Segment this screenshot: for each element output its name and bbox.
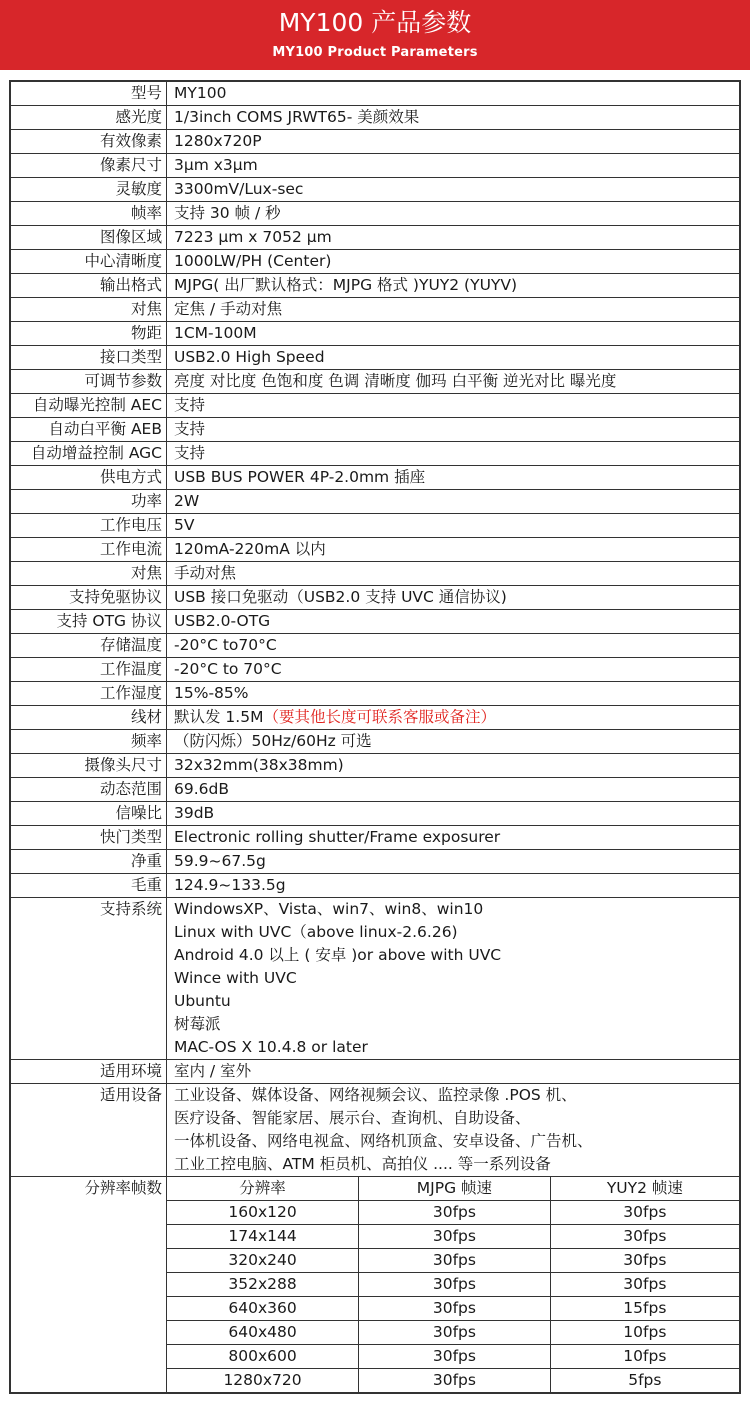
spec-value-text: 32x32mm(38x38mm) (174, 756, 344, 774)
resolution-data-row (167, 1369, 739, 1393)
spec-row (11, 201, 739, 225)
spec-value (167, 850, 739, 873)
spec-row (11, 489, 739, 513)
spec-row (11, 273, 739, 297)
spec-value (167, 298, 739, 321)
spec-label: 有效像素 (11, 130, 167, 153)
spec-value-text: 2W (174, 492, 200, 510)
spec-value (167, 610, 739, 633)
spec-value (167, 274, 739, 297)
resolution-cell: 30fps (359, 1249, 551, 1273)
spec-value-text: 7223 μm x 7052 μm (174, 228, 332, 246)
spec-row (11, 225, 739, 249)
spec-value (167, 778, 739, 801)
spec-value (167, 1084, 739, 1176)
spec-row (11, 873, 739, 897)
resolution-cell: 10fps (550, 1345, 739, 1369)
spec-row (11, 393, 739, 417)
resolution-data-row (167, 1201, 739, 1225)
spec-value-text: 69.6dB (174, 780, 229, 798)
spec-row (11, 681, 739, 705)
resolution-row (11, 1176, 739, 1392)
spec-row (11, 657, 739, 681)
resolution-cell: 1280x720 (223, 1371, 302, 1389)
spec-row (11, 1083, 739, 1176)
spec-label: 对焦 (11, 298, 167, 321)
spec-label: 支持免驱协议 (11, 586, 167, 609)
spec-label: 中心清晰度 (11, 250, 167, 273)
resolution-header-cell: MJPG 帧速 (359, 1177, 551, 1201)
spec-row (11, 825, 739, 849)
spec-row (11, 105, 739, 129)
spec-label: 自动白平衡 AEB (11, 418, 167, 441)
spec-value (167, 178, 739, 201)
spec-label: 毛重 (11, 874, 167, 897)
resolution-cell: 10fps (550, 1321, 739, 1345)
spec-value (167, 898, 739, 1059)
resolution-cell: 640x360 (167, 1297, 359, 1321)
spec-value-text: 定焦 / 手动对焦 (174, 300, 283, 318)
spec-value-text: USB2.0-OTG (174, 612, 271, 630)
spec-row (11, 633, 739, 657)
spec-value-line: Android 4.0 以上 ( 安卓 )or above with UVC (174, 946, 502, 964)
resolution-cell: 352x288 (167, 1273, 359, 1297)
spec-value (167, 634, 739, 657)
spec-value-text: 支持 (174, 444, 206, 462)
spec-label: 自动曝光控制 AEC (11, 394, 167, 417)
spec-value-line: Wince with UVC (174, 969, 297, 987)
spec-value (167, 202, 739, 225)
resolution-cell: 30fps (359, 1345, 551, 1369)
spec-value-text: 室内 / 室外 (174, 1062, 252, 1080)
spec-value-line: 一体机设备、网络电视盒、网络机顶盒、安卓设备、广告机、 (174, 1132, 593, 1150)
spec-value (167, 490, 739, 513)
spec-value-text: 默认发 1.5M (174, 708, 264, 726)
spec-label: 信噪比 (11, 802, 167, 825)
spec-row (11, 585, 739, 609)
spec-value (167, 802, 739, 825)
spec-row (11, 849, 739, 873)
resolution-cell: 800x600 (167, 1345, 359, 1369)
spec-row (11, 465, 739, 489)
spec-row (11, 249, 739, 273)
spec-value-text: 1280x720P (174, 132, 262, 150)
spec-table (9, 80, 741, 1394)
spec-value (167, 106, 739, 129)
spec-label: 可调节参数 (11, 370, 167, 393)
page-subtitle: MY100 Product Parameters (272, 45, 478, 60)
spec-value-text: 124.9~133.5g (174, 876, 286, 894)
spec-row (11, 513, 739, 537)
resolution-cell: 30fps (550, 1225, 739, 1249)
spec-value-text: 1000LW/PH (Center) (174, 252, 332, 270)
spec-value (167, 1060, 739, 1083)
spec-value (167, 130, 739, 153)
spec-row (11, 801, 739, 825)
resolution-data-row (167, 1345, 739, 1369)
spec-label: 帧率 (11, 202, 167, 225)
spec-value (167, 658, 739, 681)
spec-value (167, 730, 739, 753)
spec-value-text: 支持 30 帧 / 秒 (174, 204, 281, 222)
spec-label: 型号 (11, 82, 167, 105)
spec-label: 像素尺寸 (11, 154, 167, 177)
resolution-cell: 30fps (550, 1273, 739, 1297)
spec-value-line: 树莓派 (174, 1015, 221, 1033)
resolution-cell: 15fps (550, 1297, 739, 1321)
resolution-cell: 30fps (359, 1321, 551, 1345)
spec-value (167, 706, 739, 729)
resolution-data-row (167, 1321, 739, 1345)
resolution-cell: 30fps (359, 1201, 551, 1225)
spec-value-line: 医疗设备、智能家居、展示台、查询机、自助设备、 (174, 1109, 531, 1127)
resolution-cell: 320x240 (167, 1249, 359, 1273)
spec-value (167, 754, 739, 777)
spec-label: 功率 (11, 490, 167, 513)
spec-label: 接口类型 (11, 346, 167, 369)
spec-label: 对焦 (11, 562, 167, 585)
resolution-data-row (167, 1225, 739, 1249)
spec-row (11, 1059, 739, 1083)
spec-value-text: 手动对焦 (174, 564, 237, 582)
resolution-label: 分辨率帧数 (11, 1177, 167, 1392)
spec-label: 自动增益控制 AGC (11, 442, 167, 465)
spec-value (167, 538, 739, 561)
resolution-cell: 30fps (359, 1369, 551, 1393)
spec-value (167, 874, 739, 897)
resolution-header-cell: YUY2 帧速 (550, 1177, 739, 1201)
spec-value-text: 支持 (174, 396, 206, 414)
resolution-cell: 30fps (550, 1201, 739, 1225)
resolution-data-row (167, 1273, 739, 1297)
spec-value-text: 15%-85% (174, 684, 249, 702)
spec-label: 灵敏度 (11, 178, 167, 201)
spec-value-text: 59.9~67.5g (174, 852, 266, 870)
spec-value-text: 支持 (174, 420, 206, 438)
resolution-data-row (167, 1249, 739, 1273)
resolution-cell: 30fps (359, 1273, 551, 1297)
spec-value (167, 466, 739, 489)
spec-value (167, 682, 739, 705)
spec-value-text: USB 接口免驱动（USB2.0 支持 UVC 通信协议) (174, 588, 507, 606)
resolution-header-cell: 分辨率 (167, 1177, 359, 1201)
spec-value-note: （要其他长度可联系客服或备注） (263, 708, 496, 726)
spec-label: 摄像头尺寸 (11, 754, 167, 777)
spec-value-text: 1CM-100M (174, 324, 257, 342)
spec-row (11, 561, 739, 585)
spec-label: 工作温度 (11, 658, 167, 681)
spec-value-text: 3300mV/Lux-sec (174, 180, 304, 198)
resolution-data-row (167, 1297, 739, 1321)
spec-label: 图像区域 (11, 226, 167, 249)
spec-value (167, 82, 739, 105)
spec-label: 物距 (11, 322, 167, 345)
spec-row (11, 177, 739, 201)
spec-value (167, 322, 739, 345)
spec-value-text: USB2.0 High Speed (174, 348, 325, 366)
resolution-cell: 30fps (359, 1225, 551, 1249)
spec-label: 工作电流 (11, 538, 167, 561)
spec-value (167, 826, 739, 849)
spec-row (11, 609, 739, 633)
spec-row (11, 753, 739, 777)
spec-value-text: -20°C to70°C (174, 636, 277, 654)
spec-label: 存储温度 (11, 634, 167, 657)
spec-value-text: 3μm x3μm (174, 156, 258, 174)
spec-value-line: 工业工控电脑、ATM 柜员机、高拍仪 .... 等一系列设备 (174, 1155, 551, 1173)
spec-value (167, 418, 739, 441)
resolution-cell: 640x480 (167, 1321, 359, 1345)
spec-row (11, 729, 739, 753)
resolution-cell: 30fps (359, 1297, 551, 1321)
spec-value (167, 250, 739, 273)
spec-row (11, 537, 739, 561)
spec-value (167, 394, 739, 417)
spec-label: 净重 (11, 850, 167, 873)
spec-row (11, 369, 739, 393)
spec-row (11, 297, 739, 321)
spec-label: 供电方式 (11, 466, 167, 489)
spec-label: 动态范围 (11, 778, 167, 801)
spec-row (11, 321, 739, 345)
spec-row (11, 82, 739, 105)
spec-label: 支持 OTG 协议 (11, 610, 167, 633)
resolution-header-row (167, 1177, 739, 1201)
spec-label: 感光度 (11, 106, 167, 129)
spec-value (167, 226, 739, 249)
spec-value-text: （防闪烁）50Hz/60Hz 可选 (174, 732, 372, 750)
spec-label: 支持系统 (11, 898, 167, 1059)
spec-value-text: MJPG( 出厂默认格式：MJPG 格式 )YUY2 (YUYV) (174, 276, 518, 294)
spec-value (167, 442, 739, 465)
resolution-table (167, 1177, 739, 1392)
spec-value-line: Ubuntu (174, 992, 231, 1010)
spec-value (167, 562, 739, 585)
spec-label: 频率 (11, 730, 167, 753)
spec-value-line: WindowsXP、Vista、win7、win8、win10 (174, 900, 484, 918)
page-title: MY100 产品参数 (278, 8, 472, 37)
spec-row (11, 705, 739, 729)
spec-value-line: 工业设备、媒体设备、网络视频会议、监控录像 .POS 机、 (174, 1086, 577, 1104)
resolution-cell: 174x144 (167, 1225, 359, 1249)
spec-value-text: USB BUS POWER 4P-2.0mm 插座 (174, 468, 426, 486)
resolution-cell: 30fps (550, 1249, 739, 1273)
spec-row (11, 897, 739, 1059)
spec-value (167, 514, 739, 537)
spec-value-text: 亮度 对比度 色饱和度 色调 清晰度 伽玛 白平衡 逆光对比 曝光度 (174, 372, 617, 390)
spec-label: 快门类型 (11, 826, 167, 849)
spec-row (11, 417, 739, 441)
spec-value-line: Linux with UVC（above linux-2.6.26) (174, 923, 458, 941)
spec-value (167, 370, 739, 393)
resolution-table-wrap (167, 1177, 739, 1392)
resolution-cell: 5fps (550, 1369, 739, 1393)
spec-value-text: 39dB (174, 804, 215, 822)
spec-value-text: -20°C to 70°C (174, 660, 282, 678)
spec-value-text: 1/3inch COMS JRWT65- 美颜效果 (174, 108, 420, 126)
resolution-cell: 160x120 (167, 1201, 359, 1225)
spec-label: 工作湿度 (11, 682, 167, 705)
spec-row (11, 153, 739, 177)
spec-row (11, 441, 739, 465)
page-header (0, 0, 750, 70)
spec-value-text: MY100 (174, 84, 227, 102)
spec-label: 工作电压 (11, 514, 167, 537)
spec-label: 适用环境 (11, 1060, 167, 1083)
spec-value-line: MAC-OS X 10.4.8 or later (174, 1038, 368, 1056)
spec-value-text: 120mA-220mA 以内 (174, 540, 326, 558)
spec-value (167, 346, 739, 369)
spec-value (167, 586, 739, 609)
spec-row (11, 129, 739, 153)
spec-row (11, 777, 739, 801)
spec-value-text: 5V (174, 516, 195, 534)
spec-value-text: Electronic rolling shutter/Frame exposurer (174, 828, 501, 846)
spec-label: 线材 (11, 706, 167, 729)
spec-row (11, 345, 739, 369)
spec-value (167, 154, 739, 177)
spec-label: 输出格式 (11, 274, 167, 297)
spec-label: 适用设备 (11, 1084, 167, 1176)
